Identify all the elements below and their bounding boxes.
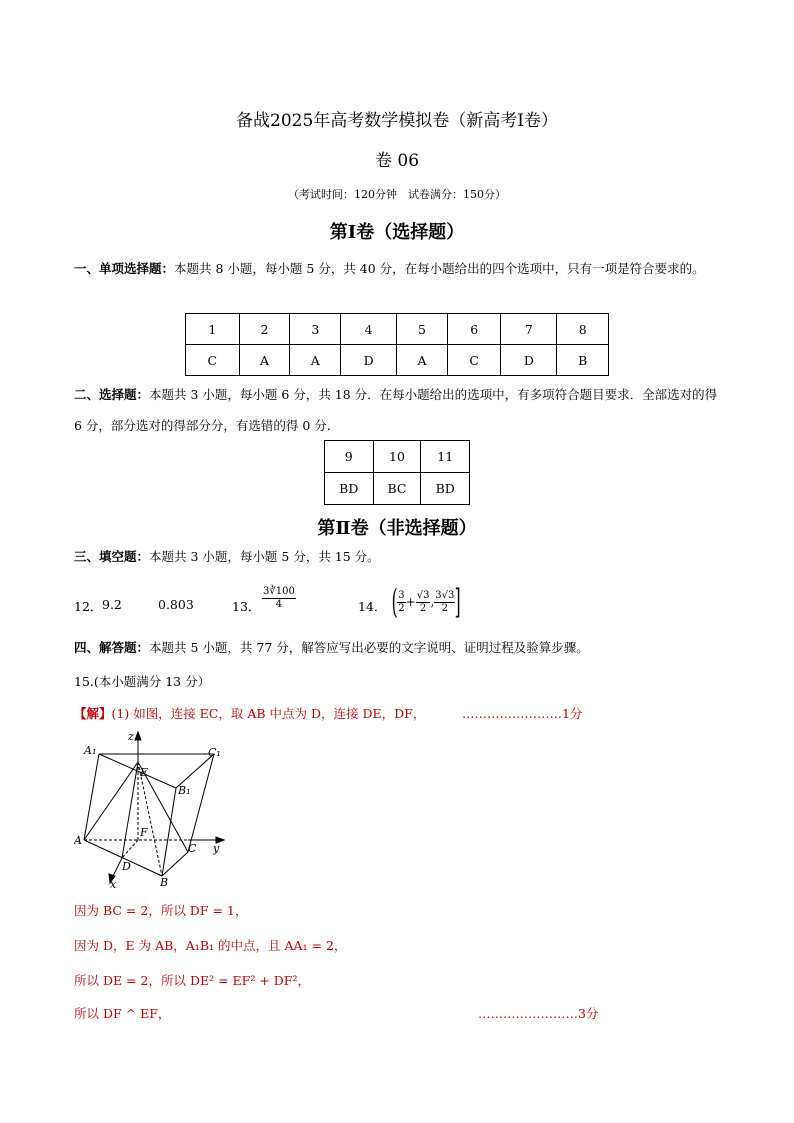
q13-numerator: 3∛100 <box>263 586 295 597</box>
q13-label: 13． <box>232 599 261 614</box>
table-cell: A <box>397 345 448 376</box>
label-c: C <box>188 842 197 855</box>
score: 1分 <box>562 706 583 721</box>
part2-heading: 第Ⅱ卷（非选择题） <box>317 518 477 539</box>
table-cell: A <box>239 345 290 376</box>
table-cell: 6 <box>447 314 501 345</box>
part1-heading: 第Ⅰ卷（选择题） <box>329 222 465 243</box>
solution-line-5-score <box>478 1004 598 1022</box>
q14-frac-c-den: 2 <box>441 602 448 614</box>
table-cell: 5 <box>397 314 448 345</box>
table-cell: 8 <box>557 314 609 345</box>
z-arrow <box>135 732 141 740</box>
table-row <box>325 441 470 473</box>
answer-table-1 <box>185 313 609 376</box>
section1-text: 本题共 8 小题，每小题 5 分，共 40 分，在每小题给出的四个选项中，只有一项是符合要求的。 <box>174 261 705 276</box>
section4-text: 本题共 5 小题，共 77 分，解答应写出必要的文字说明、证明过程及验算步骤。 <box>149 640 589 655</box>
q14-frac-a-num: 3 <box>398 589 405 601</box>
q14-comma: , <box>430 595 435 609</box>
edge-bc <box>162 852 188 876</box>
label-e: E <box>140 766 149 779</box>
label-x: x <box>110 878 117 890</box>
section4-instructions <box>74 638 589 656</box>
q12-answer-b: 0.803 <box>158 597 194 612</box>
solution-line-5: 所以 DF ^ EF， <box>74 1006 171 1021</box>
score: 3分 <box>578 1006 599 1021</box>
section4-label: 四、解答题： <box>74 640 150 655</box>
label-f: F <box>140 826 148 839</box>
edge-bb1 <box>162 788 176 876</box>
q12-label: 12． <box>74 599 103 614</box>
answer-table-2 <box>324 440 470 505</box>
label-a1: A₁ <box>84 744 97 757</box>
edge-b1c1 <box>176 754 214 788</box>
solution-tag: 【解】 <box>74 706 112 721</box>
q14-answer <box>388 582 465 622</box>
label-c1: C₁ <box>208 746 221 759</box>
table-cell: 2 <box>239 314 290 345</box>
label-z: z <box>128 730 134 743</box>
exam-note: （考试时间：120分钟 试卷满分：150分） <box>288 188 506 201</box>
label-y: y <box>213 842 220 855</box>
dots: …………………… <box>462 706 562 721</box>
section3-instructions <box>74 547 380 565</box>
solution-line-1 <box>74 704 425 722</box>
table-cell: D <box>341 345 397 376</box>
table-cell: C <box>447 345 501 376</box>
q14-plus: + <box>405 595 416 609</box>
section3-label: 三、填空题： <box>74 549 150 564</box>
label-b1: B₁ <box>178 784 191 797</box>
left-paren: ( <box>391 582 398 622</box>
q12-answer-a: 9.2 <box>102 597 122 612</box>
table-cell: C <box>186 345 240 376</box>
q15-title: 15.(本小题满分 13 分） <box>74 674 211 689</box>
table-cell: BD <box>325 473 374 505</box>
table-cell: BC <box>373 473 421 505</box>
table-row <box>186 314 609 345</box>
table-cell: 3 <box>290 314 341 345</box>
table-row <box>325 473 470 505</box>
q14-frac-a-den: 2 <box>398 602 405 614</box>
section2-label: 二、选择题： <box>74 387 150 402</box>
edge-cc1 <box>188 754 214 852</box>
table-cell: 9 <box>325 441 374 473</box>
solution-line-3: 因为 D，E 为 AB，A₁B₁ 的中点，且 AA₁ = 2， <box>74 938 347 953</box>
label-d: D <box>122 860 131 873</box>
section2-instructions <box>74 379 724 441</box>
section2-text: 本题共 3 小题，每小题 6 分，共 18 分．在每小题给出的选项中，有多项符合题目要求．全部选对的得 6 分，部分选对的得部分分，有选错的得 0 分． <box>74 387 718 433</box>
section1-label: 一、单项选择题： <box>74 261 175 276</box>
edge-aa1 <box>84 754 99 840</box>
q14-frac-c-num: 3√3 <box>435 589 455 601</box>
table-cell: A <box>290 345 341 376</box>
solution-line-1-score <box>462 704 582 722</box>
table-cell: 11 <box>421 441 470 473</box>
section3-text: 本题共 3 小题，每小题 5 分，共 15 分。 <box>149 549 380 564</box>
q14-frac-a <box>397 590 405 615</box>
table-cell: D <box>501 345 557 376</box>
q13-answer <box>262 586 296 611</box>
right-bracket: ] <box>455 582 461 622</box>
solution-line-1-text: (1) 如图，连接 EC，取 AB 中点为 D，连接 DE，DF， <box>111 706 426 721</box>
q14-frac-b-den: 2 <box>419 602 427 614</box>
label-a: A <box>74 834 82 847</box>
document-title: 备战2025年高考数学模拟卷（新高考Ⅰ卷） <box>236 111 558 131</box>
edge-ae <box>84 762 138 840</box>
table-row <box>186 345 609 376</box>
label-b: B <box>160 876 169 889</box>
solution-line-4: 所以 DE = 2，所以 DE² = EF² + DF²， <box>74 973 310 988</box>
table-cell: 7 <box>501 314 557 345</box>
solution-line-2: 因为 BC = 2，所以 DF = 1， <box>74 903 248 918</box>
table-cell: 1 <box>186 314 240 345</box>
edge-de <box>122 762 138 858</box>
dots: …………………… <box>478 1006 578 1021</box>
document-subtitle: 卷 06 <box>374 151 420 171</box>
q14-frac-b-num: √3 <box>416 589 430 601</box>
table-cell: 4 <box>341 314 397 345</box>
section1-instructions <box>74 253 724 284</box>
q13-denominator: 4 <box>275 599 283 610</box>
q14-frac-c <box>434 590 455 615</box>
q14-label: 14． <box>358 599 387 614</box>
table-cell: BD <box>421 473 470 505</box>
table-cell: B <box>557 345 609 376</box>
table-cell: 10 <box>373 441 421 473</box>
q13-fraction <box>262 586 296 611</box>
prism-figure <box>74 726 234 890</box>
q14-frac-b <box>416 590 431 615</box>
edge-eb-hidden <box>138 762 162 876</box>
